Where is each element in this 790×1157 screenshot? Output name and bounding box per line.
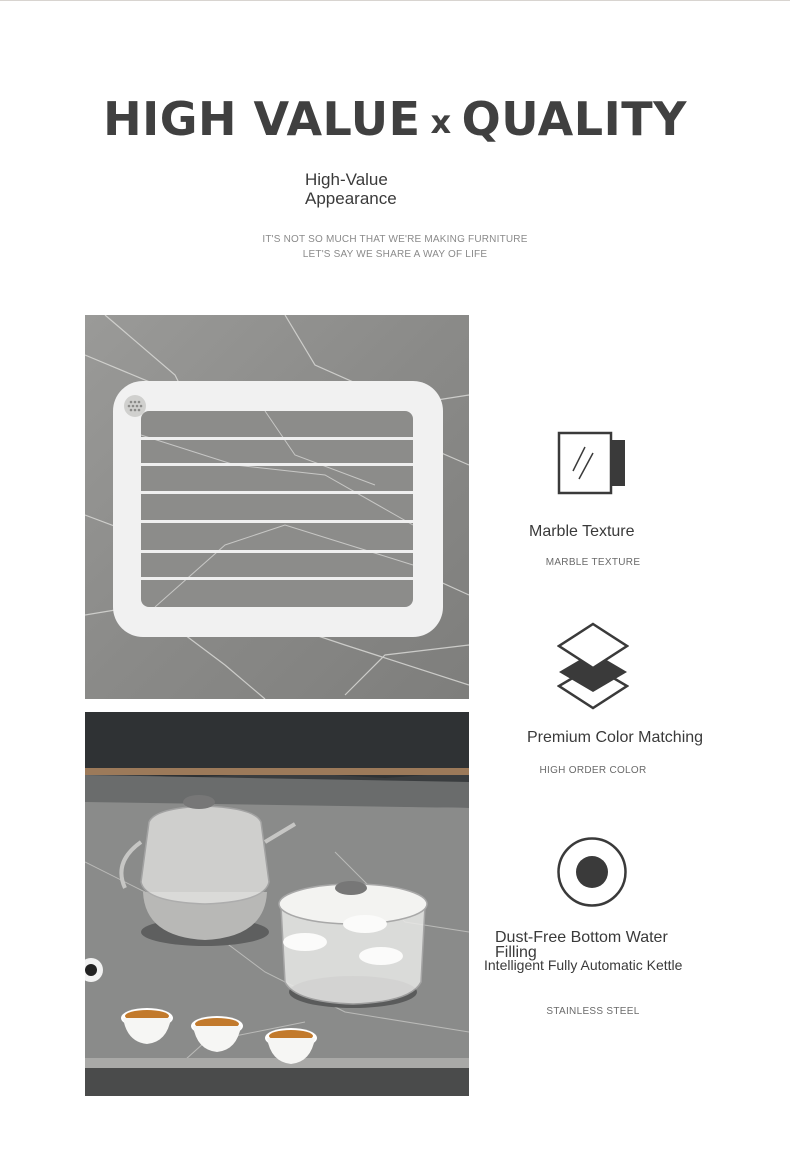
layers-icon [557, 622, 629, 715]
marble-tabletop-photo [85, 315, 469, 699]
feature-subtitle-marble: MARBLE TEXTURE [545, 557, 641, 568]
target-circle-icon [556, 836, 628, 913]
top-divider [0, 0, 790, 1]
tagline-line-2: LET'S SAY WE SHARE A WAY OF LIFE [302, 249, 488, 260]
feature-title-marble: Marble Texture [529, 523, 635, 540]
page-headline [0, 92, 790, 146]
section-subtitle [305, 170, 495, 208]
feature-overlay-kettle: Intelligent Fully Automatic Kettle [484, 957, 683, 973]
feature-subtitle-steel: STAINLESS STEEL [546, 1006, 640, 1017]
subtitle-line-1: High-Value [305, 170, 388, 189]
marble-texture-icon [557, 431, 627, 500]
headline-right: QUALITY [461, 92, 687, 146]
subtitle-line-2: Appearance [305, 189, 397, 208]
tagline-line-1: IT'S NOT SO MUCH THAT WE'RE MAKING FURNITURE [262, 234, 528, 245]
feature-title-dustfree: Dust-Free Bottom Water Filling [495, 929, 668, 961]
kettle-teaset-photo [85, 712, 469, 1096]
headline-x: x [430, 103, 452, 141]
tagline [200, 232, 590, 262]
feature-title-color: Premium Color Matching [527, 729, 704, 746]
feature-subtitle-color: HIGH ORDER COLOR [539, 765, 647, 776]
headline-left: HIGH VALUE [103, 92, 421, 146]
